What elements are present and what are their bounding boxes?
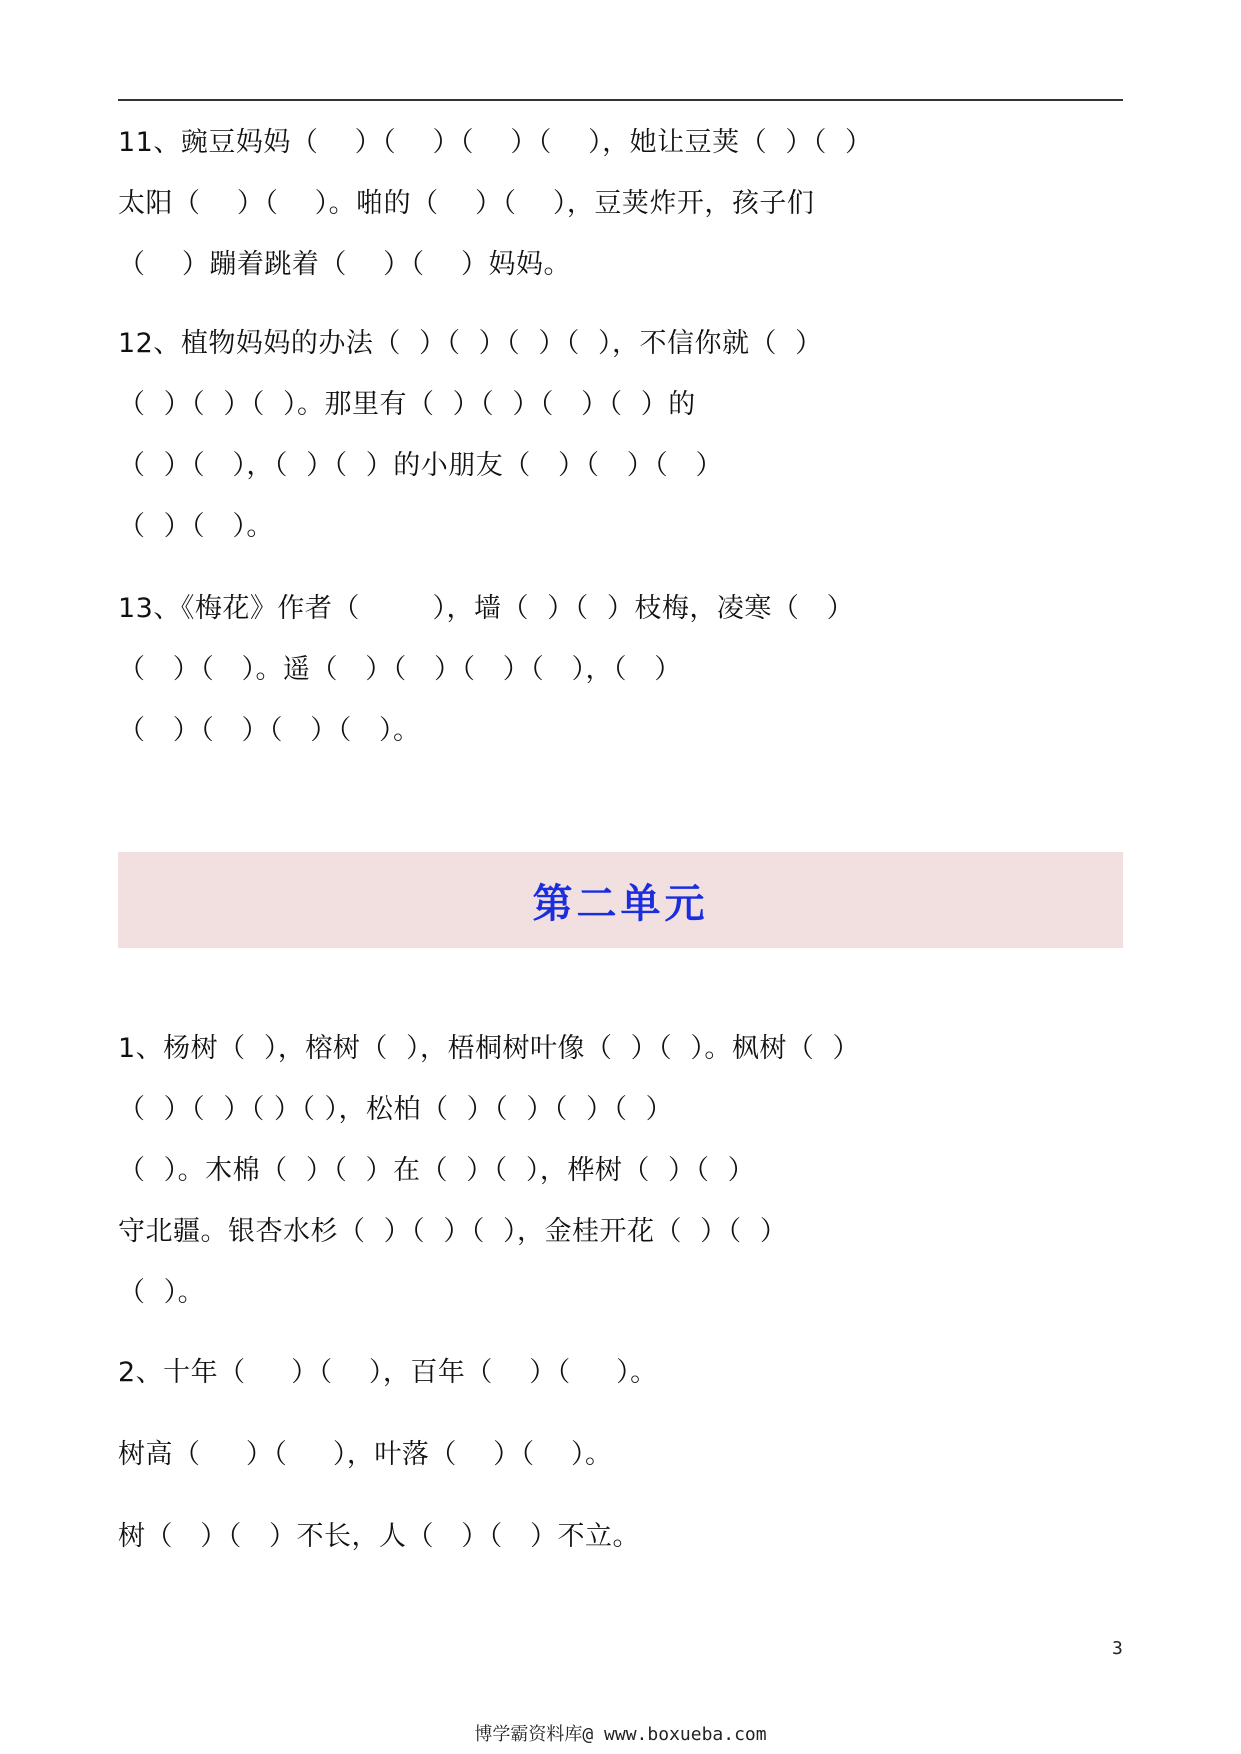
q13-line-2: （ ）（ ）。遥（ ）（ ）（ ）（ ），（ ） xyxy=(118,654,682,685)
q12-line-3: （ ）（ ），（ ）（ ）的小朋友（ ）（ ）（ ） xyxy=(118,450,723,481)
q11-line-1: 11、豌豆妈妈（ ）（ ）（ ）（ ），她让豆荚（ ）（ ） xyxy=(118,127,873,158)
footer-source: 博学霸资料库@ www.boxueba.com xyxy=(474,1724,767,1745)
q11-line-3: （ ）蹦着跳着（ ）（ ）妈妈。 xyxy=(118,249,571,280)
page-number: 3 xyxy=(1112,1638,1123,1659)
q12-line-1: 12、植物妈妈的办法（ ）（ ）（ ）（ ），不信你就（ ） xyxy=(118,328,823,359)
u2-q1-line-5: （ ）。 xyxy=(118,1277,206,1308)
header-rule xyxy=(118,99,1123,101)
q13-line-1: 13、《梅花》作者（ ），墙（ ）（ ）枝梅，凌寒（ ） xyxy=(118,593,855,624)
q12-line-4: （ ）（ ）。 xyxy=(118,511,274,542)
u2-q1-line-2: （ ）（ ）（ ）（ ），松柏（ ）（ ）（ ）（ ） xyxy=(118,1094,674,1125)
u2-q1-line-3: （ ）。木棉（ ）（ ）在（ ）（ ），桦树（ ）（ ） xyxy=(118,1155,756,1186)
u2-q2-line-2: 树高（ ）（ ），叶落（ ）（ ）。 xyxy=(118,1439,613,1470)
u2-q1-line-4: 守北疆。银杏水杉（ ）（ ）（ ），金桂开花（ ）（ ） xyxy=(118,1216,788,1247)
unit2-title: 第二单元 xyxy=(532,879,709,927)
q13-line-3: （ ）（ ）（ ）（ ）。 xyxy=(118,715,421,746)
q11-line-2: 太阳（ ）（ ）。啪的（ ）（ ），豆荚炸开，孩子们 xyxy=(118,188,815,219)
u2-q2-line-3: 树（ ）（ ）不长，人（ ）（ ）不立。 xyxy=(118,1521,640,1552)
unit2-banner xyxy=(118,852,1123,948)
q12-line-2: （ ）（ ）（ ）。那里有（ ）（ ）（ ）（ ）的 xyxy=(118,389,696,420)
u2-q1-line-1: 1、杨树（ ），榕树（ ），梧桐树叶像（ ）（ ）。枫树（ ） xyxy=(118,1033,861,1064)
u2-q2-line-1: 2、十年（ ）（ ），百年（ ）（ ）。 xyxy=(118,1357,658,1388)
